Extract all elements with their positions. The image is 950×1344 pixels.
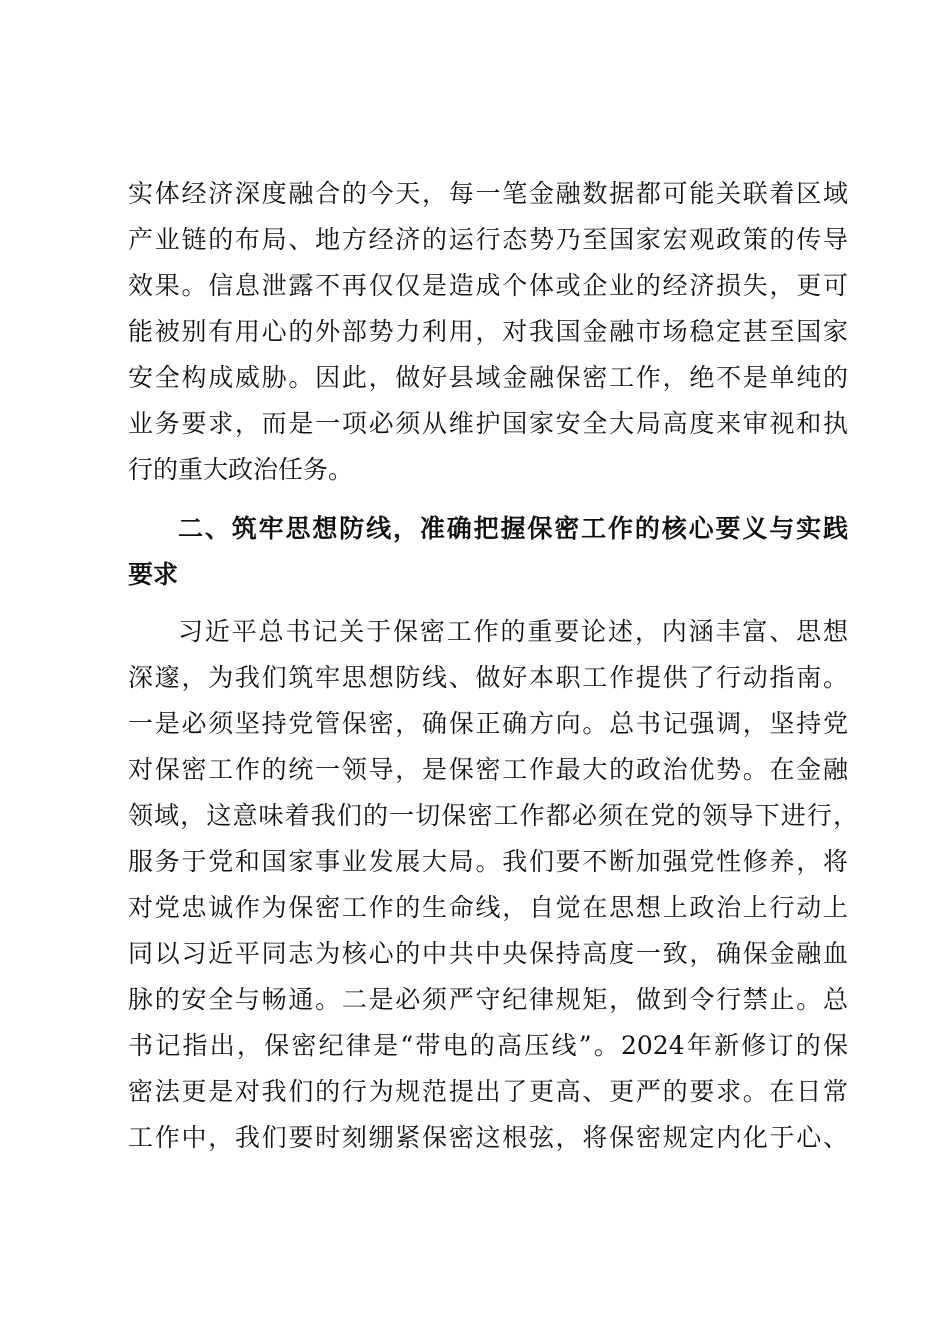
- paragraph-1-line: 行的重大政治任务。: [128, 455, 354, 484]
- section-heading-line: 要求: [128, 560, 179, 589]
- paragraph-2-line: 工作中，我们要时刻绷紧保密这根弦，将保密规定内化于心、: [128, 1123, 848, 1152]
- paragraph-1-line: 效果。信息泄露不再仅仅是造成个体或企业的经济损失，更可: [128, 271, 848, 300]
- paragraph-2-line: 一是必须坚持党管保密，确保正确方向。总书记强调，坚持党: [128, 709, 848, 738]
- paragraph-1-line: 实体经济深度融合的今天，每一笔金融数据都可能关联着区域: [128, 179, 848, 208]
- paragraph-2-line: 服务于党和国家事业发展大局。我们要不断加强党性修养，将: [128, 847, 848, 876]
- paragraph-2-line: 书记指出，保密纪律是“带电的高压线”。2024年新修订的保: [128, 1031, 848, 1060]
- paragraph-1-line: 产业链的布局、地方经济的运行态势乃至国家宏观政策的传导: [128, 225, 848, 254]
- paragraph-2-line: 对保密工作的统一领导，是保密工作最大的政治优势。在金融: [128, 755, 848, 784]
- paragraph-2-line: 脉的安全与畅通。二是必须严守纪律规矩，做到令行禁止。总: [128, 985, 848, 1014]
- section-heading-line: 二、筑牢思想防线，准确把握保密工作的核心要义与实践: [178, 514, 848, 543]
- paragraph-2-line: 习近平总书记关于保密工作的重要论述，内涵丰富、思想: [178, 617, 848, 646]
- paragraph-2-line: 同以习近平同志为核心的中共中央保持高度一致，确保金融血: [128, 939, 848, 968]
- paragraph-2-line: 领域，这意味着我们的一切保密工作都必须在党的领导下进行，: [128, 801, 858, 830]
- paragraph-2-line: 密法更是对我们的行为规范提出了更高、更严的要求。在日常: [128, 1077, 848, 1106]
- paragraph-2-line: 对党忠诚作为保密工作的生命线，自觉在思想上政治上行动上: [128, 893, 848, 922]
- paragraph-1-line: 业务要求，而是一项必须从维护国家安全大局高度来审视和执: [128, 409, 848, 438]
- paragraph-1-line: 能被别有用心的外部势力利用，对我国金融市场稳定甚至国家: [128, 317, 848, 346]
- paragraph-1-line: 安全构成威胁。因此，做好县域金融保密工作，绝不是单纯的: [128, 363, 848, 392]
- paragraph-2-line: 深邃，为我们筑牢思想防线、做好本职工作提供了行动指南。: [128, 663, 848, 692]
